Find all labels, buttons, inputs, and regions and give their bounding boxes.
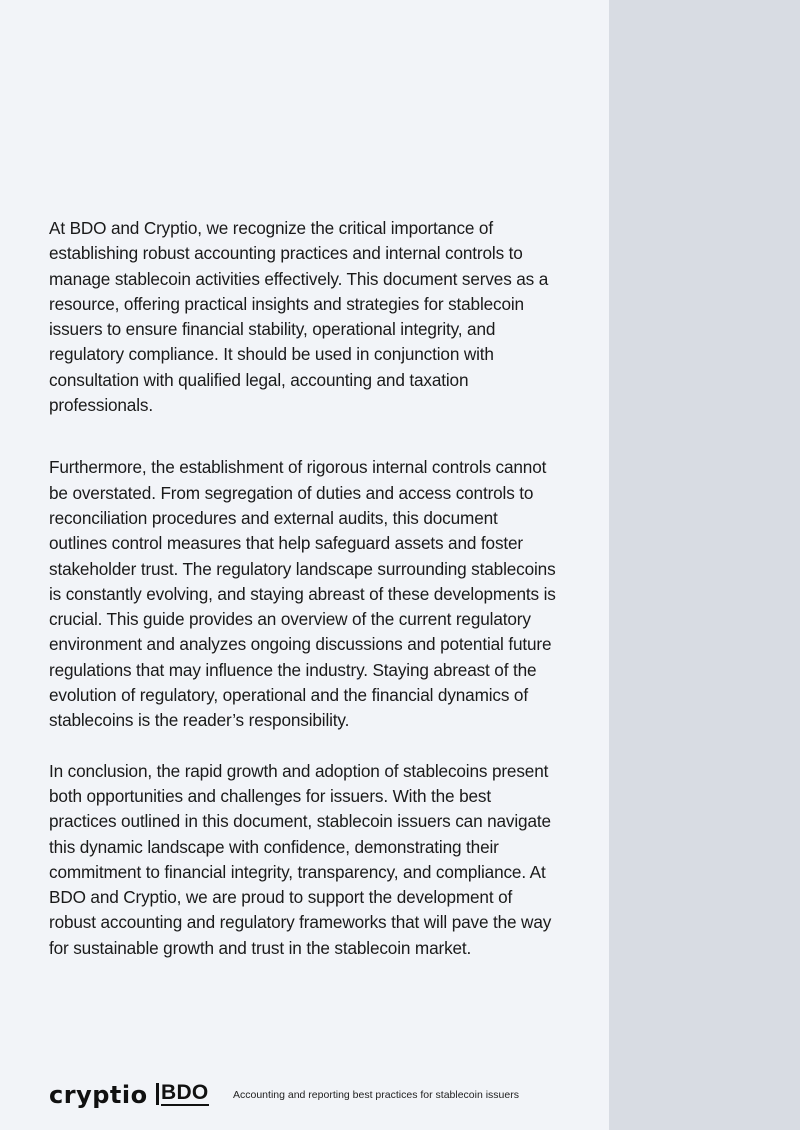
right-sidebar-panel — [609, 0, 800, 1130]
paragraph-internal-controls: Furthermore, the establishment of rigorous internal controls cannot be overstated. From segregation of duties and access controls to reconciliation procedures and external audits, this document outlines control measures that help safeguard assets and foster stakeholder trust. The regulatory landscape surrounding stablecoins is constantly evolving, and staying abreast of these developments is crucial. This guide provides an overview of the current regulatory environment and analyzes ongoing discussions and potential future regulations that may influence the industry. Staying abreast of the evolution of regulatory, operational and the financial dynamics of stablecoins is the reader’s responsibility. — [49, 457, 556, 731]
cryptio-logo: cryptio — [49, 1081, 148, 1109]
bdo-logo-text: BDO — [161, 1080, 209, 1104]
paragraph-intro: At BDO and Cryptio, we recognize the critical importance of establishing robust accounting practices and internal controls to manage stablecoin activities effectively. This document serves as a resource, offering practical insights and strategies for stablecoin issuers to ensure financial stability, operational integrity, and regulatory compliance. It should be used in conjunction with consultation with qualified legal, accounting and taxation professionals. — [49, 218, 549, 416]
bdo-logo — [156, 1082, 209, 1106]
bdo-logo-bar — [156, 1083, 159, 1105]
footer — [49, 1078, 569, 1112]
paragraph-conclusion: In conclusion, the rapid growth and adoption of stablecoins present both opportunities and challenges for issuers. With the best practices outlined in this document, stablecoin issuers can navigate this dynamic landscape with confidence, demonstrating their commitment to financial integrity, transparency, and compliance. At BDO and Cryptio, we are proud to support the development of robust accounting and regulatory frameworks that will pave the way for sustainable growth and trust in the stablecoin market. — [49, 760, 552, 958]
footer-caption: Accounting and reporting best practices for stablecoin issuers — [233, 1089, 519, 1101]
body-text — [49, 216, 559, 961]
